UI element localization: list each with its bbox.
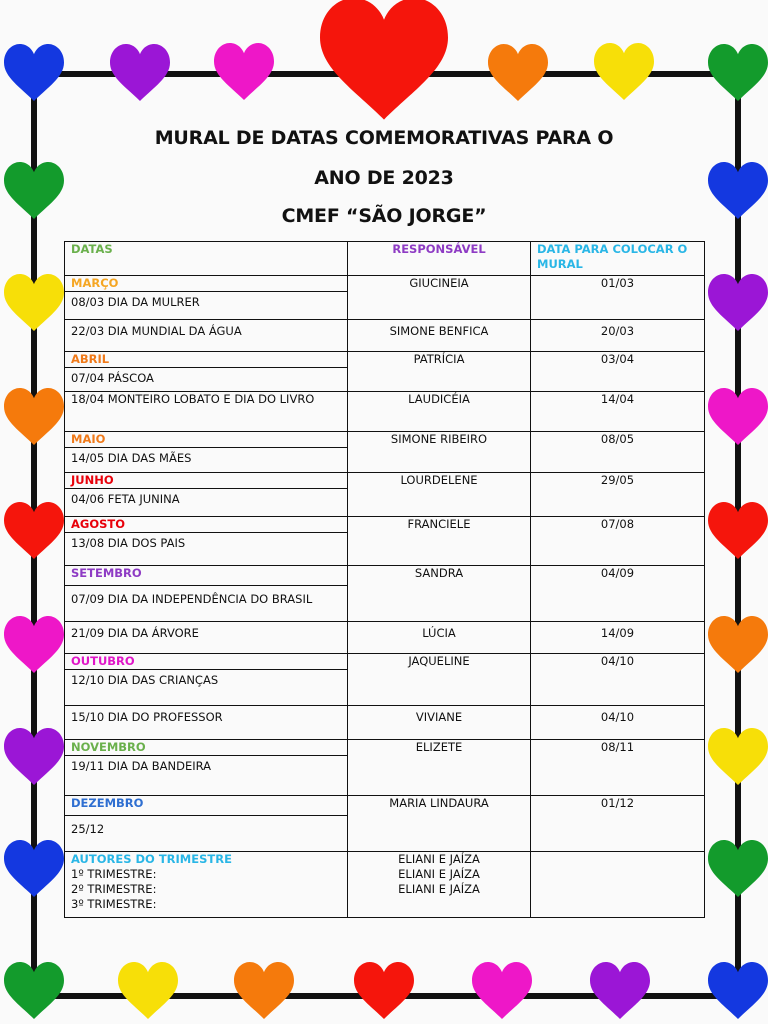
date-cell: 04/09 xyxy=(531,566,705,622)
event-text: 14/05 DIA DAS MÃES xyxy=(65,447,347,466)
date-cell: 07/08 xyxy=(531,517,705,566)
title-line-1: MURAL DE DATAS COMEMORATIVAS PARA O xyxy=(154,127,614,149)
responsible-cell: JAQUELINE xyxy=(348,654,531,706)
responsible-cell: FRANCIELE xyxy=(348,517,531,566)
header-datas: DATAS xyxy=(65,242,348,276)
date-cell: 20/03 xyxy=(531,320,705,352)
magenta-heart-icon xyxy=(214,43,274,100)
month-heading-agosto: AGOSTO xyxy=(71,517,126,531)
event-text: 22/03 DIA MUNDIAL DA ÁGUA xyxy=(65,320,348,352)
header-responsavel: RESPONSÁVEL xyxy=(348,242,531,276)
date-cell: 04/10 xyxy=(531,654,705,706)
date-cell: 04/10 xyxy=(531,706,705,740)
table-row xyxy=(65,352,705,392)
date-cell: 01/12 xyxy=(531,796,705,852)
autores-heading: AUTORES DO TRIMESTRE xyxy=(71,852,232,866)
table-row xyxy=(65,796,705,852)
date-cell: 14/09 xyxy=(531,622,705,654)
responsible-cell: LOURDELENE xyxy=(348,473,531,517)
table-row xyxy=(65,432,705,473)
table-row xyxy=(65,517,705,566)
month-heading-novembro: NOVEMBRO xyxy=(71,740,146,754)
header-data-colocar: DATA PARA COLOCAR O MURAL xyxy=(531,242,705,276)
responsible-cell: SIMONE RIBEIRO xyxy=(348,432,531,473)
orange-heart-icon xyxy=(488,44,548,101)
responsible-cell: ELIZETE xyxy=(348,740,531,796)
trimester-2-authors: ELIANI E JAÍZA xyxy=(398,867,480,881)
event-text: 15/10 DIA DO PROFESSOR xyxy=(65,706,348,740)
orange-heart-icon xyxy=(234,962,294,1019)
trimester-1-label: 1º TRIMESTRE: xyxy=(71,867,157,881)
responsible-cell: LÚCIA xyxy=(348,622,531,654)
trimester-1-authors: ELIANI E JAÍZA xyxy=(398,852,480,866)
event-text: 25/12 xyxy=(65,815,347,837)
red-heart-icon xyxy=(354,962,414,1019)
month-heading-setembro: SETEMBRO xyxy=(71,566,142,580)
table-row xyxy=(65,622,705,654)
table-row xyxy=(65,740,705,796)
empty-cell xyxy=(531,852,705,918)
responsible-cell: SIMONE BENFICA xyxy=(348,320,531,352)
table-row xyxy=(65,654,705,706)
purple-heart-icon xyxy=(590,962,650,1019)
yellow-heart-icon xyxy=(594,43,654,100)
table-row xyxy=(65,706,705,740)
table-row xyxy=(65,320,705,352)
event-text: 07/09 DIA DA INDEPENDÊNCIA DO BRASIL xyxy=(65,585,347,607)
trimester-3-authors: ELIANI E JAÍZA xyxy=(398,882,480,896)
magenta-heart-icon xyxy=(472,962,532,1019)
title-line-3: CMEF “SÃO JORGE” xyxy=(281,205,487,227)
month-heading-abril: ABRIL xyxy=(71,352,110,366)
table-row xyxy=(65,566,705,622)
event-text: 21/09 DIA DA ÁRVORE xyxy=(65,622,348,654)
event-text: 19/11 DIA DA BANDEIRA xyxy=(65,755,347,774)
month-heading-outubro: OUTUBRO xyxy=(71,654,135,668)
red-heart-icon xyxy=(320,0,448,120)
responsible-cell: GIUCINEIA xyxy=(348,276,531,320)
table-row xyxy=(65,473,705,517)
title-line-2: ANO DE 2023 xyxy=(314,167,454,189)
table-row xyxy=(65,276,705,320)
trimester-2-label: 2º TRIMESTRE: xyxy=(71,882,157,896)
date-cell: 08/11 xyxy=(531,740,705,796)
table-row xyxy=(65,392,705,432)
event-text: 18/04 MONTEIRO LOBATO E DIA DO LIVRO xyxy=(65,392,348,432)
month-heading-junho: JUNHO xyxy=(71,473,114,487)
date-cell: 08/05 xyxy=(531,432,705,473)
responsible-cell: MARIA LINDAURA xyxy=(348,796,531,852)
commemorative-dates-table xyxy=(64,241,705,918)
date-cell: 14/04 xyxy=(531,392,705,432)
responsible-cell: PATRÍCIA xyxy=(348,352,531,392)
date-cell: 01/03 xyxy=(531,276,705,320)
responsible-cell: VIVIANE xyxy=(348,706,531,740)
date-cell: 03/04 xyxy=(531,352,705,392)
month-heading-dezembro: DEZEMBRO xyxy=(71,796,144,810)
event-text: 07/04 PÁSCOA xyxy=(65,367,347,386)
responsible-cell: LAUDICÉIA xyxy=(348,392,531,432)
month-heading-marco: MARÇO xyxy=(71,276,119,290)
table-row-autores xyxy=(65,852,705,918)
responsible-cell: SANDRA xyxy=(348,566,531,622)
green-heart-icon xyxy=(708,44,768,101)
event-text: 08/03 DIA DA MULRER xyxy=(65,291,347,310)
table-header-row xyxy=(65,242,705,276)
blue-heart-icon xyxy=(4,44,64,101)
event-text: 04/06 FETA JUNINA xyxy=(65,488,347,507)
event-text: 12/10 DIA DAS CRIANÇAS xyxy=(65,669,347,688)
date-cell: 29/05 xyxy=(531,473,705,517)
yellow-heart-icon xyxy=(118,962,178,1019)
month-heading-maio: MAIO xyxy=(71,432,106,446)
purple-heart-icon xyxy=(110,44,170,101)
event-text: 13/08 DIA DOS PAIS xyxy=(65,532,347,551)
trimester-3-label: 3º TRIMESTRE: xyxy=(71,897,157,911)
